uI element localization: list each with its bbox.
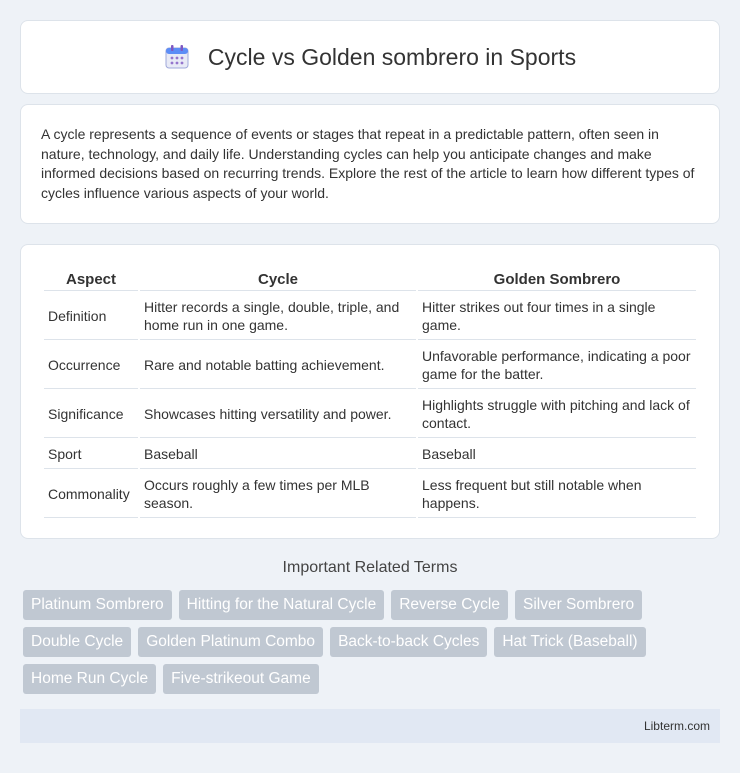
cell-aspect: Commonality xyxy=(44,471,138,518)
table-row xyxy=(44,293,696,340)
footer xyxy=(20,709,720,743)
tag-five-strikeout-game[interactable]: Five-strikeout Game xyxy=(163,664,319,694)
comparison-table-card xyxy=(20,244,720,539)
tag-platinum-sombrero[interactable]: Platinum Sombrero xyxy=(23,590,172,620)
tag-back-to-back-cycles[interactable]: Back-to-back Cycles xyxy=(330,627,487,657)
cell-cycle: Hitter records a single, double, triple, and home run in one game. xyxy=(140,293,416,340)
cell-aspect: Significance xyxy=(44,391,138,438)
intro-card xyxy=(20,104,720,224)
cell-golden-sombrero: Baseball xyxy=(418,440,696,469)
cell-aspect: Definition xyxy=(44,293,138,340)
tag-reverse-cycle[interactable]: Reverse Cycle xyxy=(391,590,508,620)
cell-golden-sombrero: Highlights struggle with pitching and lack of contact. xyxy=(418,391,696,438)
cell-cycle: Rare and notable batting achievement. xyxy=(140,342,416,389)
tag-golden-platinum-combo[interactable]: Golden Platinum Combo xyxy=(138,627,323,657)
cell-aspect: Sport xyxy=(44,440,138,469)
table-row xyxy=(44,342,696,389)
table-row xyxy=(44,440,696,469)
header-cycle: Cycle xyxy=(140,267,416,291)
table-row xyxy=(44,471,696,518)
tag-hat-trick-baseball[interactable]: Hat Trick (Baseball) xyxy=(494,627,645,657)
footer-site-link[interactable]: Libterm.com xyxy=(643,719,710,733)
table-row xyxy=(44,391,696,438)
related-terms-title: Important Related Terms xyxy=(282,559,458,576)
header-aspect: Aspect xyxy=(44,267,138,291)
tag-hitting-for-the-natural-cycle[interactable]: Hitting for the Natural Cycle xyxy=(179,590,385,620)
tag-home-run-cycle[interactable]: Home Run Cycle xyxy=(23,664,156,694)
tag-silver-sombrero[interactable]: Silver Sombrero xyxy=(515,590,642,620)
intro-text: A cycle represents a sequence of events or stages that repeat in a predictable pattern, often seen in nature, technology, and daily life. Understanding cycles can help you anticipate changes and make informed decisions based on recurring trends. Explore the rest of the article to learn how different types of cycles influence various aspects of your world. xyxy=(41,126,695,201)
cell-golden-sombrero: Less frequent but still notable when happens. xyxy=(418,471,696,518)
cell-aspect: Occurrence xyxy=(44,342,138,389)
comparison-table xyxy=(42,265,698,520)
cell-cycle: Occurs roughly a few times per MLB season. xyxy=(140,471,416,518)
title-wrap xyxy=(164,44,576,71)
cell-cycle: Baseball xyxy=(140,440,416,469)
cell-golden-sombrero: Hitter strikes out four times in a single game. xyxy=(418,293,696,340)
cell-cycle: Showcases hitting versatility and power. xyxy=(140,391,416,438)
page-title: Cycle vs Golden sombrero in Sports xyxy=(207,43,577,70)
tag-double-cycle[interactable]: Double Cycle xyxy=(23,627,131,657)
related-terms-tags xyxy=(23,590,723,694)
cell-golden-sombrero: Unfavorable performance, indicating a poor game for the batter. xyxy=(418,342,696,389)
calendar-icon xyxy=(164,44,190,70)
header-golden-sombrero: Golden Sombrero xyxy=(418,267,696,291)
table-header-row xyxy=(44,267,696,291)
header-card xyxy=(20,20,720,94)
